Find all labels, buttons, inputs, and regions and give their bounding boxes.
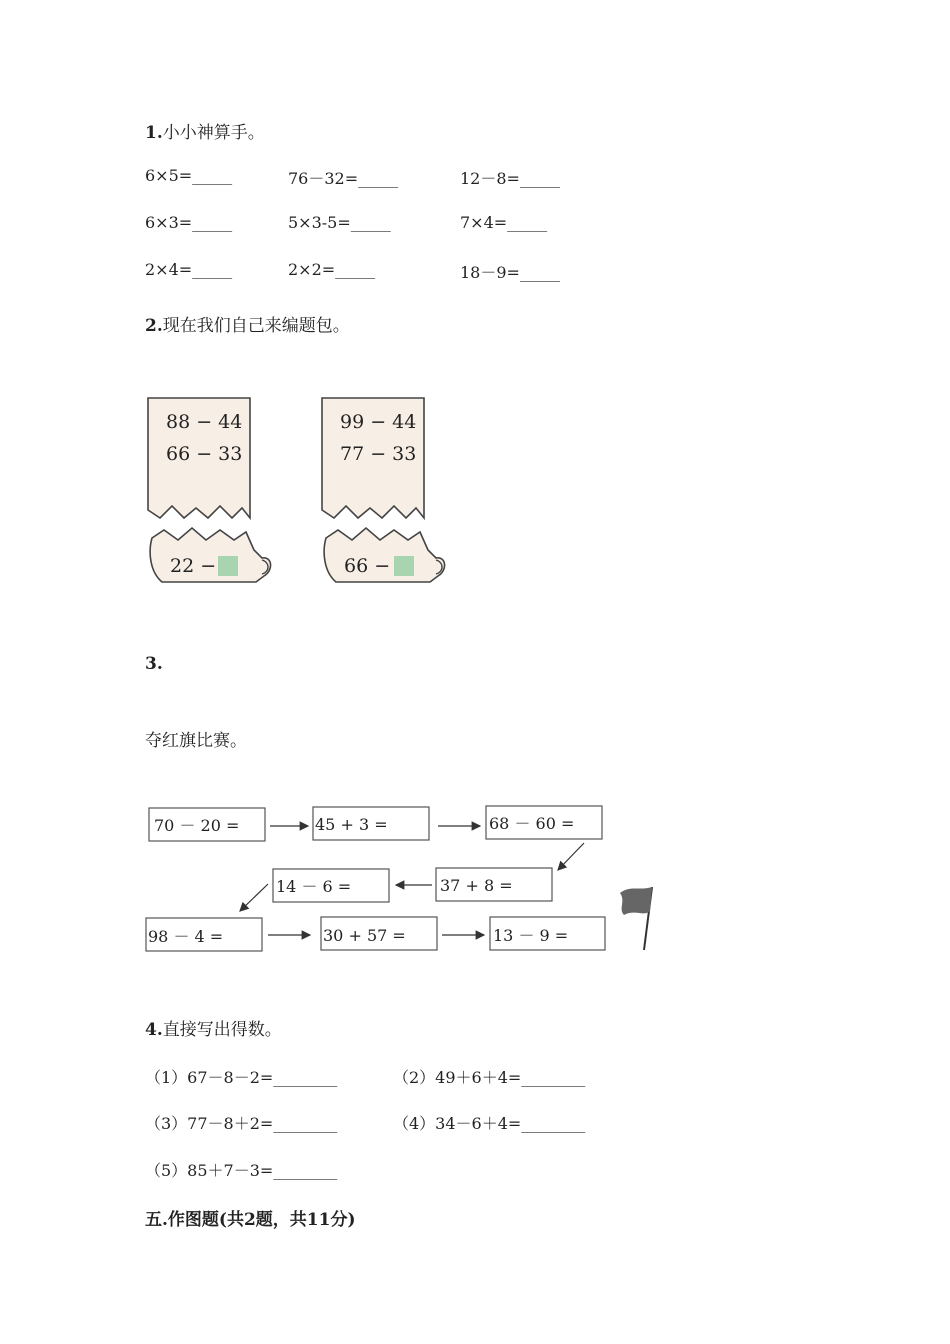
- q1-eq-1-3: 12－8=_____: [460, 169, 560, 188]
- q3-box-4-text: 37 + 8 =: [440, 876, 513, 895]
- q1-eq-3-3: 18－9=_____: [460, 263, 560, 282]
- q3-arrow-5-icon: [240, 884, 268, 911]
- q2-pack-1: [148, 398, 271, 582]
- q1-eq-3-2: 2×2=_____: [288, 260, 376, 279]
- q4-item-5: （5）85＋7－3=________: [145, 1161, 338, 1180]
- q2-pack-figure: [140, 390, 470, 590]
- q3-text: 夺红旗比赛。: [145, 731, 247, 751]
- q1-number: 1.: [145, 123, 163, 143]
- q1-eq-2-2: 5×3-5=_____: [288, 213, 391, 232]
- q1-text: 小小神算手。: [162, 123, 265, 143]
- q2-pack-1-line2: 66 − 33: [166, 443, 243, 465]
- q1-eq-1-1: 6×5=_____: [145, 166, 233, 185]
- q4-title: [145, 1015, 282, 1040]
- q3-number: 3.: [145, 654, 163, 674]
- q2-text: 现在我们自己来编题包。: [162, 316, 350, 336]
- q3-box-1-text: 70 － 20 =: [154, 816, 240, 835]
- q3-box-5-text: 14 － 6 =: [276, 877, 352, 896]
- q3-box-6-text: 98 － 4 =: [148, 927, 224, 946]
- q2-pack-2-line1: 99 − 44: [340, 411, 417, 433]
- q4-item-1: （1）67－8－2=________: [145, 1068, 338, 1087]
- q1-eq-1-2: 76－32=_____: [288, 169, 399, 188]
- q2-pack-2-bottom-text: 66 −: [344, 555, 391, 577]
- q3-title: [145, 654, 163, 674]
- q2-pack-1-line1: 88 − 44: [166, 411, 243, 433]
- q2-pack-2: [322, 398, 445, 582]
- q3-arrow-3-icon: [558, 843, 584, 870]
- q3-race-figure: [140, 795, 670, 960]
- q3-box-7-text: 30 + 57 =: [323, 926, 406, 945]
- q2-pack-1-answer-box[interactable]: [218, 556, 238, 576]
- q1-eq-3-1: 2×4=_____: [145, 260, 233, 279]
- q3-box-3-text: 68 － 60 =: [489, 814, 575, 833]
- q3-box-2-text: 45 + 3 =: [315, 815, 388, 834]
- q2-pack-2-answer-box[interactable]: [394, 556, 414, 576]
- q4-text: 直接写出得数。: [162, 1020, 282, 1040]
- q4-number: 4.: [145, 1020, 163, 1040]
- q2-number: 2.: [145, 316, 163, 336]
- q2-title: [145, 311, 350, 336]
- q4-item-4: （4）34－6＋4=________: [393, 1114, 586, 1133]
- q1-eq-2-1: 6×3=_____: [145, 213, 233, 232]
- q4-item-2: （2）49＋6＋4=________: [393, 1068, 586, 1087]
- q2-pack-1-bottom-text: 22 −: [170, 555, 217, 577]
- q1-title: [145, 118, 265, 143]
- q2-pack-2-line2: 77 − 33: [340, 443, 417, 465]
- q3-box-8-text: 13 － 9 =: [493, 926, 569, 945]
- flag-icon: [620, 887, 652, 950]
- section5-title: 五.作图题(共2题，共11分): [145, 1210, 356, 1230]
- q1-eq-2-3: 7×4=_____: [460, 213, 548, 232]
- q4-item-3: （3）77－8＋2=________: [145, 1114, 338, 1133]
